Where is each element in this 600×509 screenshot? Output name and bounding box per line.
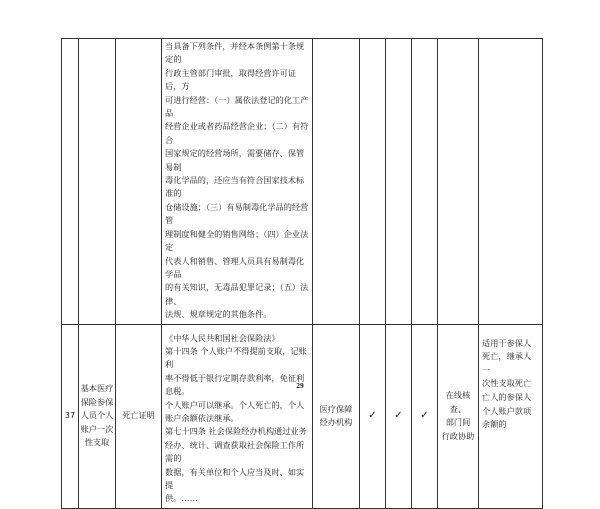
material-text: 死亡证明 (122, 410, 155, 421)
serial-number: 37 (64, 410, 76, 421)
basis-line: 法规、规章规定的其他条件。 (165, 309, 272, 320)
basis-line: 经办、统计、调查获取社会保险工作所需的 (165, 439, 305, 464)
basis-line: 代表人和销售、管理人员具有易制毒化学品 (165, 255, 305, 279)
remark-line: 余额的 (482, 419, 507, 430)
cell-certificate-material (116, 39, 162, 325)
cell-verification-mode (438, 39, 479, 325)
basis-line: 理制度和健全的销售网络；（四）企业法定 (165, 228, 309, 253)
mode-line: 部门间 (445, 417, 471, 428)
cell-item-name (79, 39, 116, 325)
basis-line: 第七十四条 社会保险经办机构通过业务 (165, 426, 307, 437)
cell-remark (479, 324, 543, 508)
matters-table (61, 38, 543, 509)
basis-line: 当具备下列条件，并经本条例第十条规定的 (165, 41, 305, 65)
checkmark-icon: ✓ (394, 410, 403, 422)
checkmark-icon: ✓ (420, 410, 429, 422)
cell-remark (479, 39, 543, 325)
cell-item-name (79, 324, 116, 508)
cell-check-2 (386, 39, 412, 325)
cell-serial-number (62, 39, 79, 325)
remark-line: 个人账户款项 (482, 405, 532, 416)
cell-certificate-material (116, 324, 162, 508)
remark-line: 次性支取死亡 (482, 378, 532, 389)
cell-check-3 (412, 324, 438, 508)
cell-verification-mode (438, 324, 479, 508)
table-row (62, 39, 543, 325)
item-line: 基本医疗 (80, 383, 114, 394)
basis-line: 的有关知识，无毒品犯罪记录；（五）法律、 (165, 282, 309, 306)
remark-line: 亡人的参保人 (482, 391, 532, 402)
item-line: 性支取 (84, 437, 110, 448)
remark-line: 适用于参保人 (482, 337, 532, 348)
basis-line: 率不得低于银行定期存款利率，免征利息税。 (165, 372, 305, 397)
page-number: 29 (296, 381, 304, 390)
mode-line: 在线核查、 (445, 390, 471, 414)
item-line: 保险参保 (80, 396, 114, 407)
checkmark-icon: ✓ (368, 410, 377, 422)
basis-line: 经营企业或者药品经营企业；（二）有符合 (165, 121, 309, 145)
item-line: 账户一次 (80, 423, 114, 434)
cell-check-1 (360, 39, 386, 325)
cell-check-1 (360, 324, 386, 508)
basis-line: 《中华人民共和国社会保险法》 (165, 332, 280, 343)
basis-line: 仓储设施；（三）有易制毒化学品的经营管 (165, 201, 309, 226)
cell-check-2 (386, 324, 412, 508)
table-row (62, 324, 543, 508)
cell-legal-basis (162, 324, 313, 508)
item-line: 人员个人 (80, 410, 114, 421)
cell-department (313, 324, 360, 508)
basis-line: 供。…… (165, 493, 198, 504)
basis-line: 国家规定的经营场所，需要储存、保管易制 (165, 148, 305, 172)
basis-line: 可进行经营：（一）属依法登记的化工产品 (165, 94, 309, 119)
basis-line: 行政主管部门审批，取得经营许可证后，方 (165, 67, 297, 92)
remark-line: 死亡，继承人一 (482, 351, 532, 375)
mode-line: 行政协助 (441, 430, 475, 441)
cell-legal-basis (162, 39, 313, 325)
basis-line: 个人账户可以继承。个人死亡的，个人账户余额依法继承。 (165, 399, 305, 423)
dept-line: 经办机构 (319, 417, 353, 428)
basis-line: 数据，有关单位和个人应当及时、如实提 (165, 466, 305, 490)
cell-department (313, 39, 360, 325)
dept-line: 医疗保障 (319, 403, 353, 414)
cell-serial-number (62, 324, 79, 508)
cell-check-3 (412, 39, 438, 325)
basis-line: 第十四条 个人账户不得提前支取，记账利 (165, 345, 307, 370)
basis-line: 毒化学品的，还应当有符合国家技术标准的 (165, 175, 305, 199)
